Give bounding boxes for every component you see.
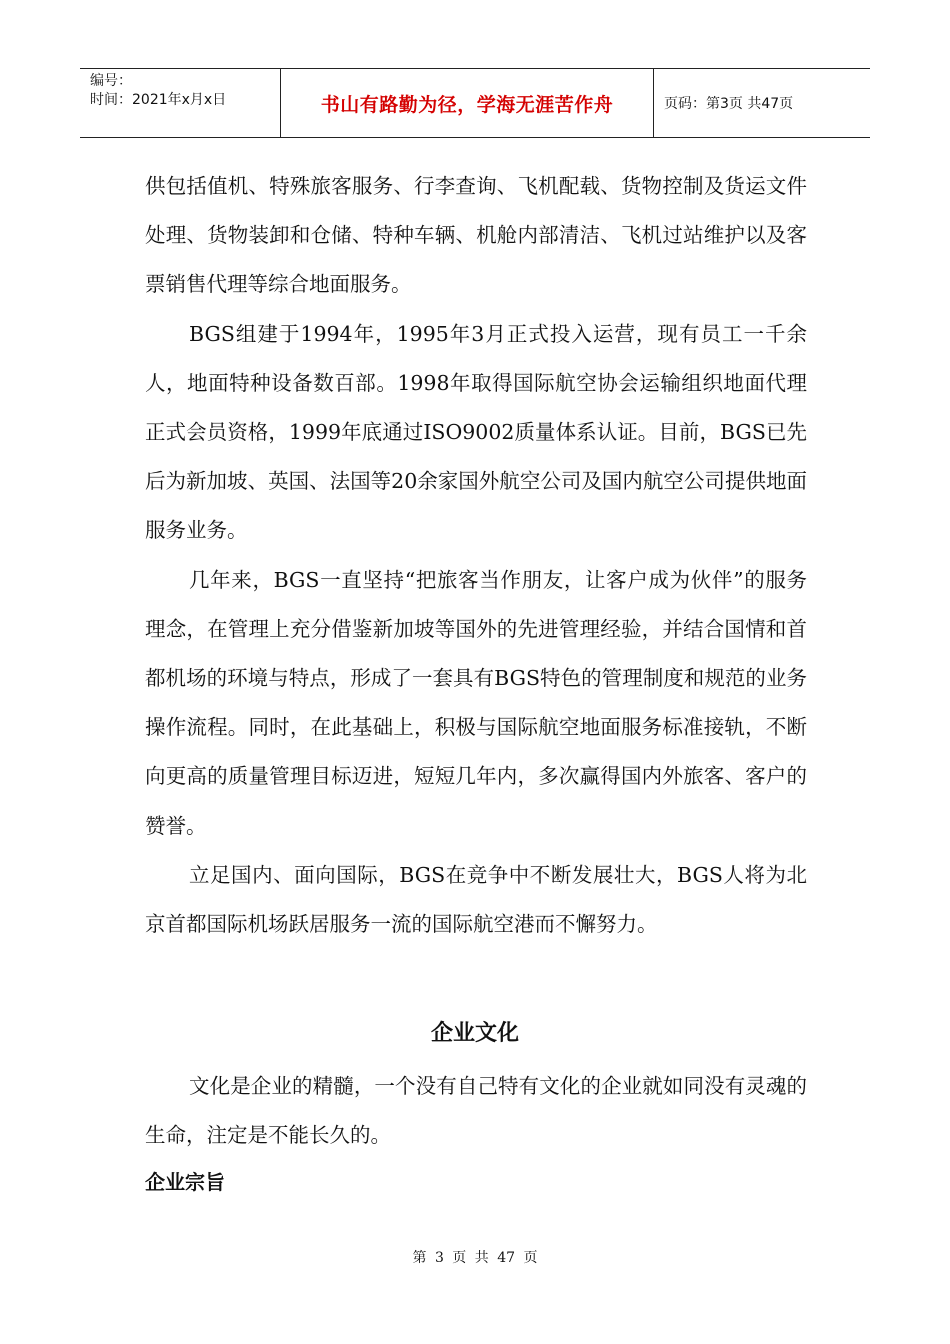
culture-intro: 文化是企业的精髓，一个没有自己特有文化的企业就如同没有灵魂的生命，注定是不能长久的。 bbox=[145, 1074, 807, 1148]
header-meta-cell bbox=[80, 69, 281, 137]
header-page-cell bbox=[654, 69, 870, 137]
section-title: 企业文化 bbox=[430, 1021, 519, 1046]
page-header bbox=[80, 68, 870, 138]
time-label: 时间：2021年x月x日 bbox=[90, 92, 227, 108]
motto-text: 书山有路勤为径，学海无涯苦作舟 bbox=[320, 93, 614, 116]
paragraph: 立足国内、面向国际，BGS在竞争中不断发展壮大，BGS人将为北京首都国际机场跃居服务一流的国际航空港而不懈努力。 bbox=[145, 862, 807, 937]
page-info: 页码：第3页 共47页 bbox=[664, 96, 794, 112]
paragraph: 几年来，BGS一直坚持“把旅客当作朋友，让客户成为伙伴”的服务理念，在管理上充分借鉴新加坡等国外的先进管理经验，并结合国情和首都机场的环境与特点，形成了一套具有BGS特色的管理制度和规范的业务操作流程。同时，在此基础上，积极与国际航空地面服务标准接轨，不断向更高的质量管理目标迈进，短短几年内，多次赢得国内外旅客、客户的赞誉。 bbox=[145, 567, 807, 838]
paragraph-continued: 供包括值机、特殊旅客服务、行李查询、飞机配载、货物控制及货运文件处理、货物装卸和仓储、特种车辆、机舱内部清洁、飞机过站维护以及客票销售代理等综合地面服务。 bbox=[145, 174, 807, 297]
page-footer: 第 3 页 共 47 页 bbox=[412, 1250, 538, 1266]
number-label: 编号： bbox=[90, 73, 132, 89]
subsection-title: 企业宗旨 bbox=[145, 1170, 225, 1194]
culture-intro-block bbox=[145, 1062, 807, 1160]
paragraph: BGS组建于1994年，1995年3月正式投入运营，现有员工一千余人，地面特种设备数百部。1998年取得国际航空协会运输组织地面代理正式会员资格，1999年底通过ISO9002质量体系认证。目前，BGS已先后为新加坡、英国、法国等20余家国外航空公司及国内航空公司提供地面服务业务。 bbox=[145, 321, 807, 543]
header-motto-cell bbox=[281, 69, 654, 137]
body-text bbox=[145, 162, 807, 949]
